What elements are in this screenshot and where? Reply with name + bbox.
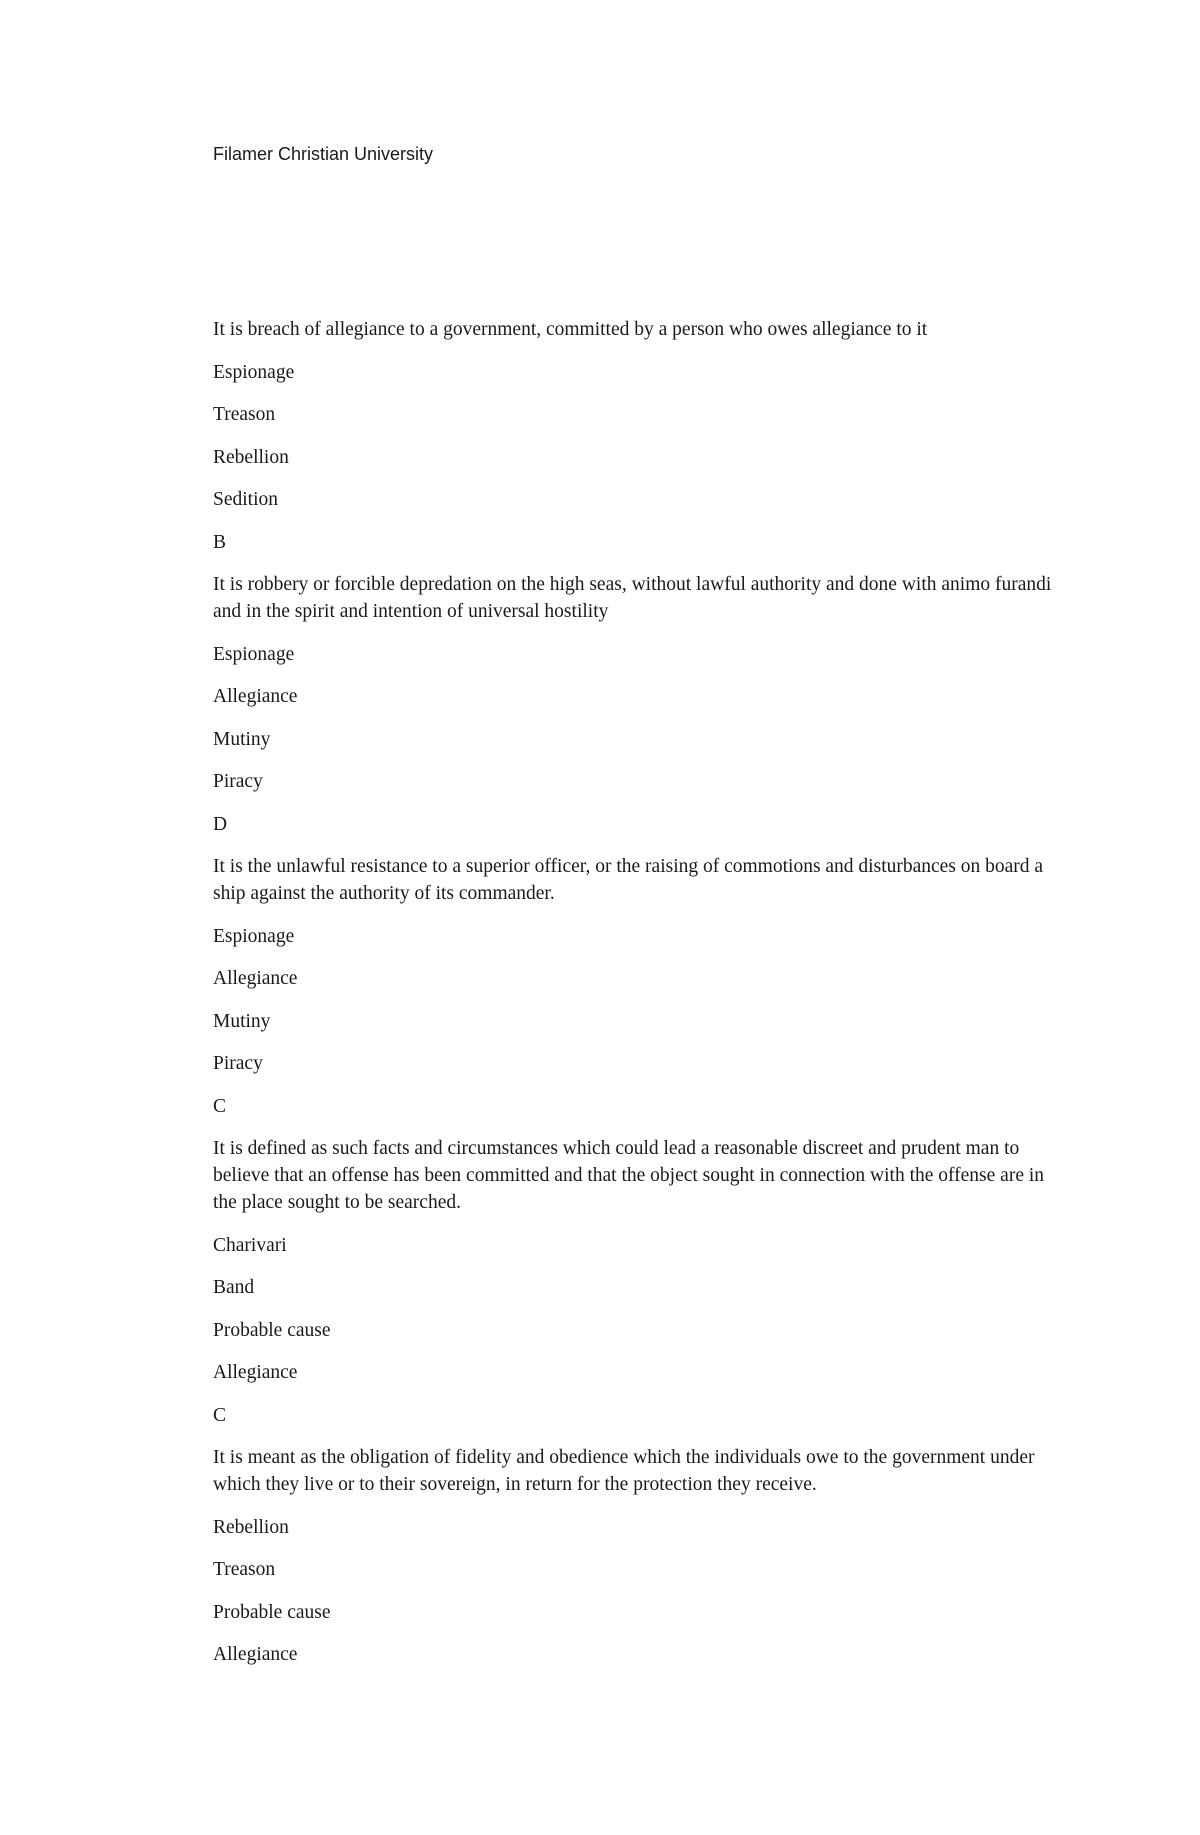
option-a: Espionage	[213, 925, 295, 947]
question-text: It is the unlawful resistance to a superior officer, or the raising of commotions and disturbances on board a ship against the authority of its commander.	[213, 856, 1044, 904]
option-c: Probable cause	[213, 1601, 331, 1623]
option-d: Sedition	[213, 489, 279, 510]
option-c: Rebellion	[213, 446, 289, 468]
quiz-content	[213, 316, 1053, 1684]
option-d: Piracy	[213, 1053, 263, 1074]
option-b: Band	[213, 1277, 255, 1298]
question-text: It is breach of allegiance to a government, committed by a person who owes allegiance to it	[213, 319, 928, 340]
answer-key: C	[213, 1095, 227, 1117]
option-b: Allegiance	[213, 686, 298, 707]
option-d: Allegiance	[213, 1362, 298, 1383]
option-a: Charivari	[213, 1234, 287, 1256]
option-c: Mutiny	[213, 1010, 271, 1032]
option-a: Espionage	[213, 643, 295, 665]
institution-header: Filamer Christian University	[213, 144, 434, 164]
question-text: It is defined as such facts and circumstances which could lead a reasonable discreet and prudent man to believe that an offense has been committed and that the object sought in connection with the offense are in the place sought to be searched.	[213, 1138, 1045, 1213]
option-d: Piracy	[213, 771, 263, 792]
answer-key: B	[213, 531, 227, 553]
option-a: Espionage	[213, 361, 295, 383]
question-text: It is robbery or forcible depredation on the high seas, without lawful authority and done with animo furandi and in the spirit and intention of universal hostility	[213, 574, 1052, 622]
question-text: It is meant as the obligation of fidelity and obedience which the individuals owe to the government under which they live or to their sovereign, in return for the protection they receive.	[213, 1447, 1035, 1495]
option-a: Rebellion	[213, 1516, 289, 1538]
answer-key: C	[213, 1404, 227, 1426]
option-b: Allegiance	[213, 968, 298, 989]
option-d: Allegiance	[213, 1644, 298, 1665]
option-c: Probable cause	[213, 1319, 331, 1341]
option-c: Mutiny	[213, 728, 271, 750]
answer-key: D	[213, 813, 228, 835]
option-b: Treason	[213, 1559, 276, 1580]
option-b: Treason	[213, 404, 276, 425]
